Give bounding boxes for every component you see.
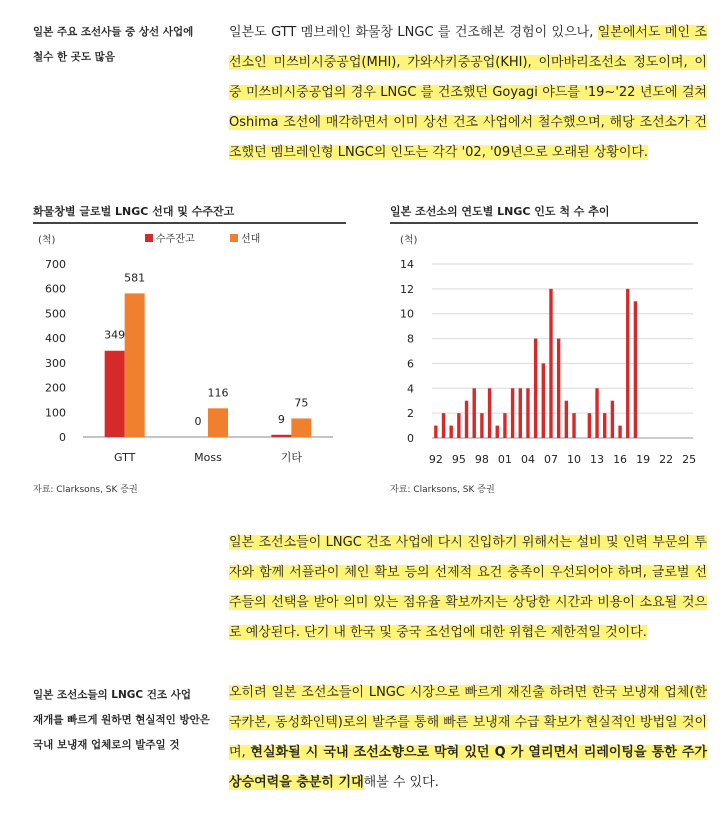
x-tick-label: 98 xyxy=(474,453,489,466)
y-tick-label: 0 xyxy=(407,432,414,445)
y-tick-label: 6 xyxy=(407,357,414,371)
paragraph-3-plain: 해볼 수 있다. xyxy=(363,775,439,790)
x-tick-label: 22 xyxy=(659,453,674,466)
y-tick-label: 4 xyxy=(407,382,414,396)
chart2-svg xyxy=(390,226,710,472)
x-tick-label: 16 xyxy=(613,453,628,466)
bar xyxy=(519,388,522,438)
bar xyxy=(618,426,621,438)
y-tick-label: 500 xyxy=(45,307,66,321)
x-tick-label: 25 xyxy=(682,453,697,466)
paragraph-2-highlight: 일본 조선소들이 LNGC 건조 사업에 다시 진입하기 위해서는 설비 및 인력 부문의 투자와 함께 서플라이 체인 확보 등의 선제적 요건 충족이 우선되어야 하며, 글로벌 선주들의 선택을 받아 의미 있는 점유율 확보까지는 상당한 시간과 비용이 소요될 것으로 예상된다. 단기 내 한국 및 중국 조선업에 대한 위협은 제한적일 것이다. xyxy=(229,535,707,640)
y-tick-label: 200 xyxy=(45,381,66,395)
bar xyxy=(473,388,476,438)
bar xyxy=(557,339,560,438)
y-tick-label: 2 xyxy=(407,407,414,421)
bar xyxy=(595,388,598,438)
bar xyxy=(626,289,629,438)
bar xyxy=(271,435,291,437)
bar xyxy=(565,401,568,438)
y-tick-label: 600 xyxy=(45,282,66,296)
bar xyxy=(434,426,437,438)
chart1-source: 자료: Clarksons, SK 증권 xyxy=(33,485,138,495)
bar xyxy=(611,401,614,438)
chart1-title: 화물창별 글로벌 LNGC 선대 및 수주잔고 xyxy=(33,203,346,224)
bar xyxy=(511,388,514,438)
bar xyxy=(125,293,145,437)
chart1-svg xyxy=(33,226,353,472)
y-tick-label: 700 xyxy=(45,258,66,271)
bar xyxy=(588,413,591,438)
side-label-1 xyxy=(33,20,213,70)
bar xyxy=(549,289,552,438)
y-tick-label: 0 xyxy=(59,431,66,444)
x-tick-label: 07 xyxy=(543,453,558,466)
x-tick-label: 기타 xyxy=(280,451,302,464)
bar xyxy=(442,413,445,438)
bar xyxy=(542,363,545,438)
paragraph-3-bold-highlight: 현실화될 시 국내 조선소향으로 막혀 있던 Q 가 열리면서 리레이팅을 통한 주가 상승여력을 충분히 기대 xyxy=(229,745,708,790)
data-label: 581 xyxy=(124,271,146,285)
y-tick-label: 12 xyxy=(400,282,414,296)
y-tick-label: 10 xyxy=(400,307,414,321)
bar xyxy=(488,388,491,438)
y-tick-label: 400 xyxy=(45,332,66,346)
paragraph-2 xyxy=(229,528,707,648)
bar xyxy=(603,413,606,438)
x-tick-label: 04 xyxy=(520,453,535,466)
bar xyxy=(105,351,125,437)
bar xyxy=(503,413,506,438)
legend-swatch xyxy=(145,234,153,242)
x-tick-label: 01 xyxy=(497,453,512,466)
chart2-title: 일본 조선소의 연도별 LNGC 인도 척 수 추이 xyxy=(390,203,698,224)
data-label: 75 xyxy=(294,396,309,410)
bar xyxy=(291,418,311,437)
legend-swatch xyxy=(230,234,238,242)
data-label: 0 xyxy=(194,415,202,428)
y-tick-label: 100 xyxy=(45,406,66,420)
bar xyxy=(496,426,499,438)
bar xyxy=(634,301,637,438)
side-label-1-line2: 철수 한 곳도 많음 xyxy=(33,51,115,63)
bar xyxy=(208,408,228,437)
side-label-3-line2: 재개를 빠르게 원하면 현실적인 방안은 xyxy=(33,714,210,726)
side-label-3-line1: 일본 조선소들의 LNGC 건조 사업 xyxy=(33,689,191,701)
side-label-3 xyxy=(33,683,213,758)
bar xyxy=(534,339,537,438)
data-label: 349 xyxy=(104,328,126,342)
chart2-source: 자료: Clarksons, SK 증권 xyxy=(390,485,495,495)
paragraph-1-highlight: 일본에서도 메인 조선소인 미쓰비시중공업(MHI), 가와사키중공업(KHI), 이마바리조선소 정도이며, 이 중 미쓰비시중공업의 경우 LNGC 를 건조했던 Goyagi 야드를 '19~'22 년도에 걸쳐 Oshima 조선에 매각하면서 이미 상선 건조 사업에서 철수했으며, 해당 조선소가 건조했던 멤브레인형 LNGC의 인도는 각각 '02, '09년으로 오래된 상황이다. xyxy=(229,25,707,160)
bar xyxy=(449,426,452,438)
chart1-unit: (척) xyxy=(38,235,56,246)
bar xyxy=(526,388,529,438)
x-tick-label: 10 xyxy=(567,453,582,466)
chart2-unit: (척) xyxy=(400,235,418,246)
x-tick-label: 95 xyxy=(451,453,466,466)
bar xyxy=(465,401,468,438)
bar xyxy=(480,413,483,438)
x-tick-label: 92 xyxy=(428,453,443,466)
x-tick-label: Moss xyxy=(194,451,222,464)
side-label-3-line3: 국내 보냉재 업체로의 발주일 것 xyxy=(33,739,180,751)
paragraph-3-highlight: 오히려 일본 조선소들이 LNGC 시장으로 빠르게 재진출 하려면 한국 보냉재 업체(한국카본, 동성화인텍)로의 발주를 통해 빠른 보냉재 수급 확보가 현실적인 방법일 것이며, xyxy=(229,685,707,760)
paragraph-1-plain: 일본도 GTT 멤브레인 화물창 LNGC 를 건조해본 경험이 있으나, xyxy=(229,25,598,40)
x-tick-label: 19 xyxy=(636,453,651,466)
x-tick-label: 13 xyxy=(590,453,605,466)
legend-label: 수주잔고 xyxy=(156,234,195,245)
bar xyxy=(572,413,575,438)
y-tick-label: 14 xyxy=(400,258,414,271)
bar xyxy=(457,413,460,438)
paragraph-3 xyxy=(229,678,707,798)
legend-label: 선대 xyxy=(241,234,261,245)
data-label: 116 xyxy=(207,386,229,400)
y-tick-label: 8 xyxy=(407,332,414,346)
data-label: 9 xyxy=(277,412,285,426)
x-tick-label: GTT xyxy=(113,451,136,464)
paragraph-1 xyxy=(229,18,707,168)
y-tick-label: 300 xyxy=(45,356,66,370)
side-label-1-line1: 일본 주요 조선사들 중 상선 사업에 xyxy=(33,26,194,38)
